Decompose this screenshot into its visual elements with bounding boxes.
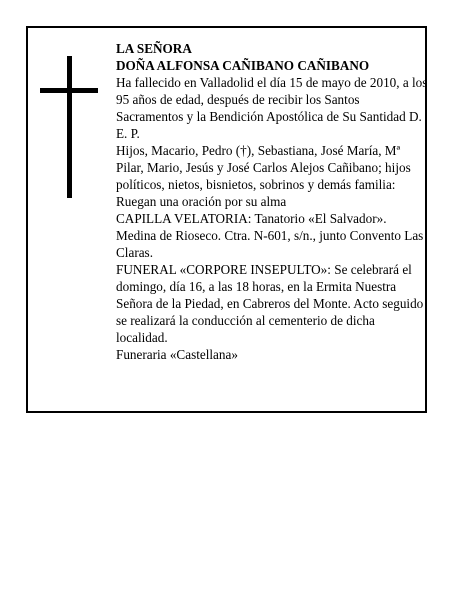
wake-chapel-info: CAPILLA VELATORIA: Tanatorio «El Salvador». Medina de Rioseco. Ctra. N-601, s/n., junto Convento Las Claras. [116, 211, 424, 260]
obituary-notice [26, 26, 427, 413]
cross-horizontal-bar [40, 88, 98, 93]
family-list: Hijos, Macario, Pedro (†), Sebastiana, José María, Mª Pilar, Mario, Jesús y José Carlos Alejos Cañibano; hijos políticos, nietos, bisnietos, sobrinos y demás familia: [116, 143, 411, 192]
funeral-home: Funeraria «Castellana» [116, 347, 238, 362]
cross-icon [28, 28, 108, 228]
cross-vertical-bar [67, 56, 72, 198]
death-announcement: Ha fallecido en Valladolid el día 15 de mayo de 2010, a los 95 años de edad, después de recibir los Santos Sacramentos y la Bendición Apostólica de Su Santidad D. E. P. [116, 75, 428, 141]
prayer-request: Ruegan una oración por su alma [116, 194, 287, 209]
notice-text [116, 40, 428, 363]
funeral-info: FUNERAL «CORPORE INSEPULTO»: Se celebrará el domingo, día 16, a las 18 horas, en la Ermita Nuestra Señora de la Piedad, en Cabreros del Monte. Acto seguido se realizará la conducción al cementerio de dicha localidad. [116, 262, 424, 345]
deceased-name: DOÑA ALFONSA CAÑIBANO CAÑIBANO [116, 58, 370, 73]
notice-heading-title: LA SEÑORA [116, 41, 192, 56]
